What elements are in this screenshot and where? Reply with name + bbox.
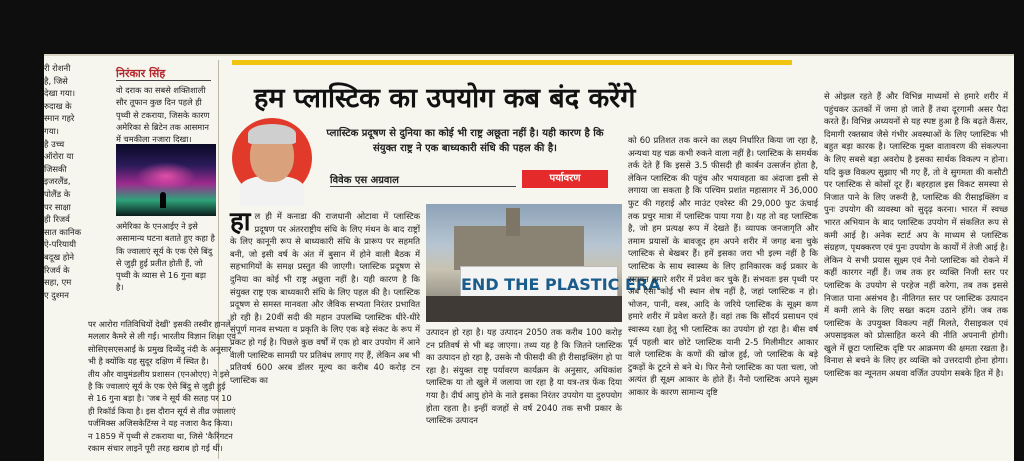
- author-rule: [116, 80, 211, 81]
- newspaper-page: [44, 54, 1014, 461]
- article-column-2: [426, 326, 622, 460]
- left-line: बदूख होने: [44, 251, 75, 262]
- column-3-text: को 60 प्रतिशत तक करने का लक्ष्य निर्धारित किया जा रहा है, अन्यथा यह चक्र कभी रुकने वाला नहीं है। प्लास्टिक के समर्थक तर्क देते हैं कि इससे 3.5 फीसदी ही कार्बन उत्सर्जन होता है, लेकिन प्लास्टिक की पहुंच और भयावहता का अंदाजा इसी से लगाया जा सकता है कि पश्चिम प्रशांत महासागर में 36,000 फुट की गहराई और माउंट एवरेस्ट की 29,000 फुट ऊंचाई तक प्रचुर मात्रा में प्लास्टिक पाया गया है। यह तो वह प्लास्टिक है, जो हम प्रत्यक्ष रूप में देखते हैं। व्यापक जनजागृति और तमाम प्रयासों के बावजूद हम अपने शरीर में जगह बना चुके प्लास्टिक से बेखबर हैं। हमें इसका जरा भी इल्म नहीं है कि प्लास्टिक के साथ स्वास्थ्य के लिए हानिकारक कई प्रकार के रसायन हमारे शरीर में प्रवेश कर चुके हैं। संभवतः इस पृथ्वी पर अब ऐसा कोई भी स्थान शेष नहीं है, जहां प्लास्टिक न हो। भोजन, पानी, वस्त्र, आदि के जरिये प्लास्टिक के सूक्ष्म कण हमारे शरीर में प्रवेश करते हैं। वहां तक कि सौंदर्य प्रसाधन एवं स्वास्थ्य रक्षा हेतु भी प्लास्टिक का उपयोग हो रहा है। बीस वर्ष पूर्व पहली बार छोटे प्लास्टिक यानी 2-5 मिलीमीटर आकार वाले प्लास्टिक के कणों की खोज हुई, जो प्लास्टिक के बड़े टुकड़ों के टूटने से बने थे। फिर नैनो प्लास्टिक का पता चला, जो अत्यंत ही सूक्ष्म आकार के होते हैं। नैनो प्लास्टिक अपने सूक्ष्म आकार के कारण सामान्य दृष्टि: [628, 135, 818, 397]
- left-line: री रोशनी: [44, 63, 71, 73]
- sidebar-intro: वो दराक का सबसे शक्तिशाली सौर तूफान कुछ दिन पहले ही पृथ्वी से टकराया, जिसके कारण अमेरिका से ब्रिटेन तक आसमान में चमकीला नजारा दिखा।: [116, 85, 210, 145]
- protest-crowd: [426, 296, 622, 322]
- sidebar-line: रकाम संचार लाइनें पूरी तरह खराब हो गई थीं।: [88, 443, 223, 454]
- left-line: जिसकी: [44, 163, 67, 174]
- left-line: इजरलैंड,: [44, 176, 71, 187]
- left-line: पोलैंड के: [44, 188, 71, 199]
- aurora-photo: [116, 144, 216, 216]
- column-4-text: से ओझल रहते हैं और विभिन्न माध्यमों से हमारे शरीर में पहुंचकर ऊतकों में जमा हो जाते हैं तथा दूरगामी असर पैदा करते हैं। विभिन्न अध्ययनों से यह स्पष्ट हुआ है कि बढ़ते कैंसर, दिमागी रक्तस्राव जैसे गंभीर अवस्थाओं के लिए प्लास्टिक भी बहुत बड़ा कारक है। प्लास्टिक मुक्त वातावरण की संकल्पना के लिए सबसे बड़ा अवरोध है इसका सार्थक विकल्प न होना। यदि कुछ विकल्प सुझाए भी गए हैं, तो वे सुगमता की कसौटी पर प्लास्टिक से कोसों दूर हैं। बहरहाल इस विकट समस्या से निजात पाने के लिए जरूरी है, प्लास्टिक की रीसाइक्लिंग व पुनः उपयोग की व्यवस्था को सुदृढ़ करना। भारत में स्वच्छ भारत अभियान के बाद प्लास्टिक उपयोग में संकलित रूप से कमी आई है। अनेक स्टार्ट अप के माध्यम से प्लास्टिक संग्रहण, पृथक्करण एवं पुनः उपयोग के कार्यों में तेजी आई है। लेकिन ये सभी प्रयास सूक्ष्म एवं नैनो प्लास्टिक को रोकने में कहीं कारगर नहीं हैं। जब तक हर व्यक्ति निजी स्तर पर प्लास्टिक के उपयोग से परहेज नहीं करेगा, तब तक इससे निजात पाना असंभव है। नीतिगत स्तर पर प्लास्टिक उत्पादन में कमी लाने के लिए सख्त कदम उठाने होंगे। जब तक प्लास्टिक के उपयुक्त विकल्प नहीं मिलते, रीसाइकल एवं अपसाइकल को प्रोत्साहित करने की नीति अपनानी होगी। खुले में छूटा प्लास्टिक दृष्टि पर आक्रमण की क्षमता रखता है। विनाश से बचने के लिए हर व्यक्ति को उत्तरदायी होना होगा। प्लास्टिक का न्यूनतम अथवा वर्जित उपयोग सबके हित में है।: [824, 91, 1008, 379]
- sidebar-caption: अमेरिका के एनआईए ने इसे असामान्य घटना बताते हुए कहा है कि ज्वालाएं सूर्य के एक ऐसे बिंदु से जुड़ी हुई प्रतीत होती हैं, जो पृथ्वी के व्यास से 16 गुना बड़ा है।: [116, 221, 215, 293]
- sidebar-author: निरंकार सिंह: [116, 67, 166, 80]
- section-tag: पर्यावरण: [522, 170, 608, 188]
- peace-tower: [506, 208, 520, 236]
- left-line: गया।: [44, 125, 59, 136]
- portrait-hair: [248, 124, 296, 144]
- sidebar-line: मललार कैमरे से ली गईं। भारतीय विज्ञान शिक्षा एवं: [88, 331, 236, 342]
- sidebar-line: भी है क्योंकि यह सुदूर दक्षिण में स्थित है।: [88, 356, 209, 367]
- left-line: ऐ-परियायी: [44, 239, 77, 250]
- sidebar-line: से 16 गुना बड़ा है। 'जब ने सूर्य की सतह पर 10: [88, 393, 232, 404]
- left-line: स्मान गहरे: [44, 113, 75, 124]
- column-2-text: उत्पादन हो रहा है। यह उत्पादन 2050 तक करीब 100 करोड़ टन प्रतिवर्ष से भी बढ़ जाएगा। तथ्य यह है कि जितने प्लास्टिक का उत्पादन हो रहा है, उसके नौ फीसदी की ही रीसाइक्लिंग हो पा रहा है। संयुक्त राष्ट्र पर्यावरण कार्यक्रम के अनुसार, अधिकांश प्लास्टिक या तो खुले में जलाया जा रहा है या यत्र-तत्र फेंक दिया गया है। दीर्घ आयु होने के नाते इसका निरंतर उपयोग या दुरुपयोग होता रहता है। इन्हीं वजहों से वर्ष 2040 तक सभी प्रकार के प्लास्टिक उत्पादन: [426, 327, 622, 426]
- sidebar-line: सोसिएसएसआई के प्रमुख दिव्येंदु नंदी के अनुसार,: [88, 343, 235, 354]
- left-line: सात कानिक: [44, 226, 82, 237]
- article-column-3: [628, 134, 818, 460]
- drop-cap: हा: [230, 207, 251, 237]
- column-1-text: ल ही में कनाडा की राजधानी ओटावा में प्लास्टिक प्रदूषण पर अंतरराष्ट्रीय संधि के लिए मंथन के बाद राष्ट्रों के लिए कानूनी रूप से बाध्यकारी संधि के प्रारूप पर सहमति बनी, जो इसी वर्ष के अंत में बुसान में होने वाली बैठक में सहभागियों के समक्ष प्रस्तुत की जाएगी। प्लास्टिक प्रदूषण से दुनिया का कोई भी राष्ट्र अछूता नहीं है। यही कारण है कि संयुक्त राष्ट्र एक बाध्यकारी संधि के लिए पहल की है। प्लास्टिक प्रदूषण से समस्त मानवता और जैविक सभ्यता निरंतर प्रभावित हो रही है। 20वीं सदी की महान उपलब्धि प्लास्टिक धीरे-धीरे संपूर्ण मानव सभ्यता व प्रकृति के लिए एक बड़े संकट के रूप में प्रकट हो गई है। पिछले कुछ वर्षों में एक हो बार उपयोग में आने वाली प्लास्टिक सामग्री पर प्रतिबंध लगाए गए हैं, लेकिन अब भी प्रतिवर्ष 600 अरब डॉलर मूल्य का करीब 40 करोड़ टन प्लास्टिक का: [230, 211, 420, 385]
- article-lead: प्लास्टिक प्रदूषण से दुनिया का कोई भी राष्ट्र अछूता नहीं है। यही कारण है कि संयुक्त राष्ट्र ने एक बाध्यकारी संधि की पहल की है।: [326, 128, 604, 154]
- byline-rule: [330, 186, 516, 187]
- article-headline: हम प्लास्टिक का उपयोग कब बंद करेंगे: [254, 83, 636, 114]
- sidebar-line: पर आरोरा गतिविधियों देखीं' इसकी तस्वीर हानले: [88, 319, 231, 329]
- sidebar-line: न 1859 में पृथ्वी से टकराया था, जिसे 'कैरिंगटन: [88, 430, 233, 441]
- sidebar-line: ही रिकॉर्ड किया है। इस दौरान सूर्य से तीव्र ज्वालाएं: [88, 405, 236, 416]
- left-line: देखा गया।: [44, 88, 76, 99]
- person-silhouette: [160, 192, 166, 208]
- article-column-4: [824, 90, 1008, 460]
- aurora-glow: [136, 162, 196, 190]
- top-rule: [44, 54, 1014, 56]
- left-line: रुदाख के: [44, 100, 72, 111]
- protest-banner: END THE PLASTIC ERA: [460, 266, 618, 304]
- left-line: ही रिजर्व: [44, 214, 70, 225]
- left-line: है उच्च: [44, 138, 65, 149]
- left-line: रिजर्व के: [44, 264, 70, 275]
- sidebar-line: है कि ज्वालाएं सूर्य के एक ऐसे बिंदु से जुड़ी हुई: [88, 381, 226, 392]
- headline-accent-bar: [232, 60, 792, 65]
- left-line: ए दुश्मन: [44, 289, 69, 300]
- article-column-1: [230, 207, 420, 460]
- protest-photo: [426, 204, 661, 322]
- left-line: ऑरोरा या: [44, 151, 74, 162]
- author-portrait: [232, 118, 312, 198]
- left-line: है, जिसे: [44, 75, 68, 86]
- left-line: पर साक्षा: [44, 201, 71, 212]
- article-byline: विवेक एस अग्रवाल: [330, 175, 399, 186]
- left-line: सहा, एम: [44, 277, 72, 288]
- sidebar-line: पर्जमिक्स अजिसकेटिंग्स ने यह नजारा कैद किया।: [88, 418, 233, 429]
- sidebar-line: तीय और वायुमंडलीय प्रशासन (एनओएए) ने इसे: [88, 368, 230, 379]
